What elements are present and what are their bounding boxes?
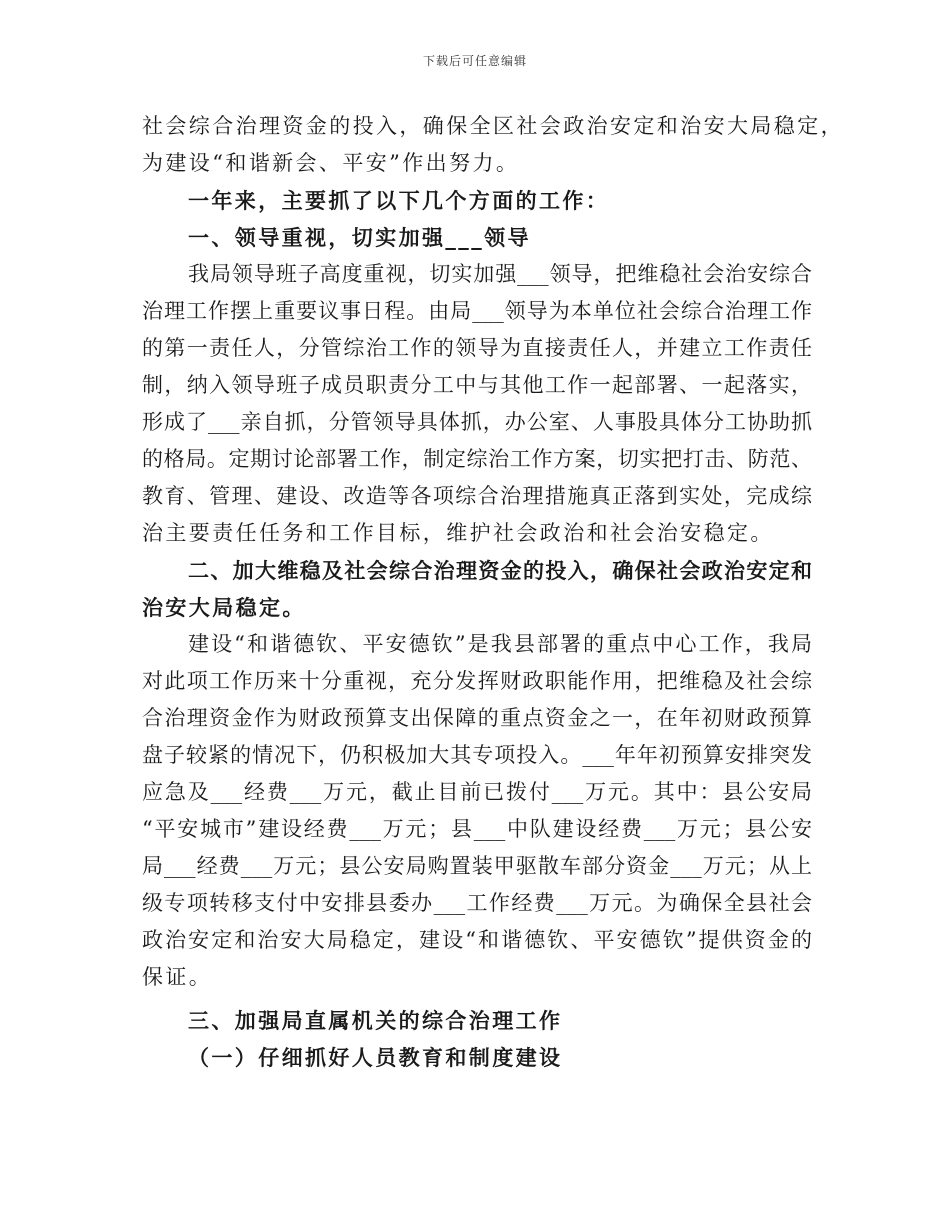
- text-line-16: 对此项工作历来十分重视，充分发挥财政职能作用，把维稳及社会综: [142, 669, 812, 693]
- text-line-15: 建设“和谐德钦、平安德钦”是我县部署的重点中心工作，我局: [188, 632, 812, 656]
- text-line-2: 为建设“和谐新会、平安”作出努力。: [142, 151, 520, 175]
- heading-3: 三、加强局直属机关的综合治理工作: [188, 1008, 563, 1033]
- text-line-20: “平安城市”建设经费___万元；县___中队建设经费___万元；县公安: [142, 817, 812, 841]
- text-line-22: 级专项转移支付中安排县委办___工作经费___万元。为确保全县社会: [142, 891, 812, 915]
- heading-1: 一、领导重视，切实加强___领导: [188, 225, 531, 250]
- text-line-24: 保证。: [142, 965, 213, 989]
- text-line-21: 局___经费___万元；县公安局购置装甲驱散车部分资金___万元；从上: [142, 854, 812, 878]
- heading-2-cont: 治安大局稳定。: [142, 595, 306, 620]
- text-line-23: 政治安定和治安大局稳定，建设“和谐德钦、平安德钦”提供资金的: [142, 928, 812, 952]
- text-line-10: 的格局。定期讨论部署工作，制定综治工作方案，切实把打击、防范、: [142, 447, 812, 471]
- text-line-6: 治理工作摆上重要议事日程。由局___领导为本单位社会综合治理工作: [142, 299, 812, 323]
- text-line-5: 我局领导班子高度重视，切实加强___领导，把维稳社会治安综合: [188, 262, 812, 286]
- document-body: [142, 108, 844, 1076]
- text-line-12: 治主要责任任务和工作目标，维护社会政治和社会治安稳定。: [142, 521, 774, 545]
- text-line-18: 盘子较紧的情况下，仍积极加大其专项投入。___年年初预算安排突发: [142, 743, 812, 767]
- text-line-11: 教育、管理、建设、改造等各项综合治理措施真正落到实处，完成综: [142, 484, 812, 508]
- text-line-7: 的第一责任人，分管综治工作的领导为直接责任人，并建立工作责任: [142, 336, 812, 360]
- page-header: 下载后可任意编辑: [422, 54, 527, 68]
- section-intro: 一年来，主要抓了以下几个方面的工作：: [188, 188, 610, 213]
- text-line-1: 社会综合治理资金的投入，确保全区社会政治安定和治安大局稳定，: [142, 114, 844, 138]
- text-line-19: 应急及___经费___万元，截止目前已拨付___万元。其中：县公安局: [142, 780, 812, 804]
- heading-2: 二、加大维稳及社会综合治理资金的投入，确保社会政治安定和: [188, 558, 812, 583]
- text-line-8: 制，纳入领导班子成员职责分工中与其他工作一起部署、一起落实，: [142, 373, 812, 397]
- subheading-3-1: （一）仔细抓好人员教育和制度建设: [188, 1045, 563, 1070]
- text-line-9: 形成了___亲自抓，分管领导具体抓，办公室、人事股具体分工协助抓: [142, 410, 812, 434]
- text-line-17: 合治理资金作为财政预算支出保障的重点资金之一，在年初财政预算: [142, 706, 812, 730]
